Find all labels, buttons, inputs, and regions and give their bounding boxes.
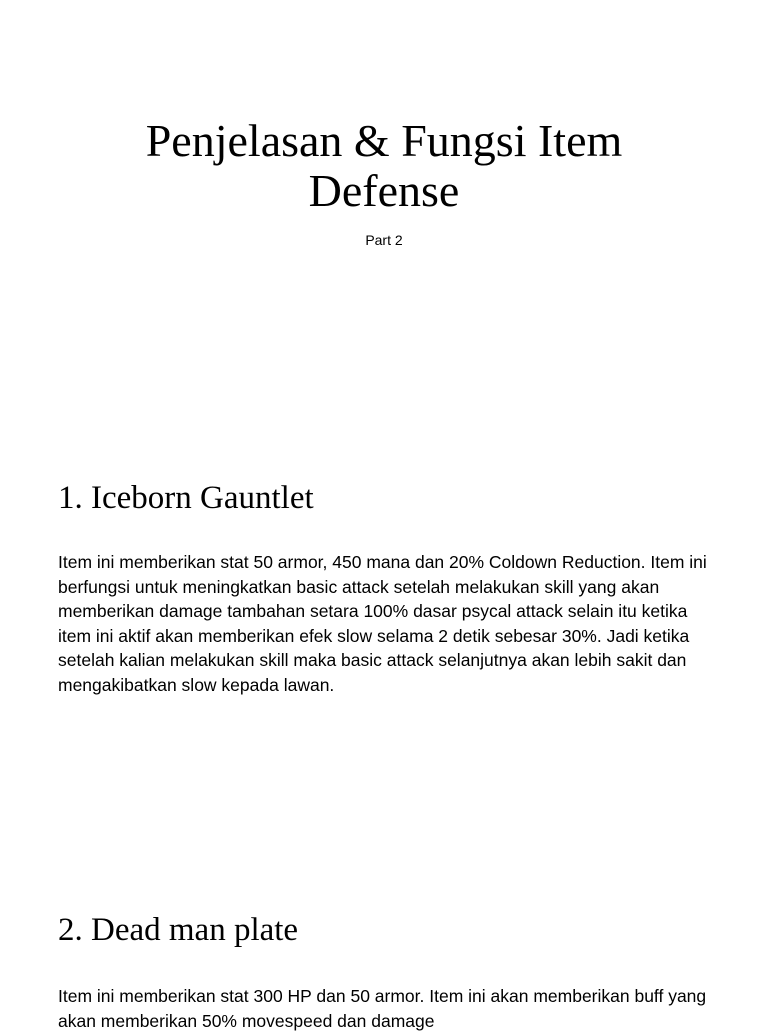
section-body-dead-man-plate: Item ini memberikan stat 300 HP dan 50 armor. Item ini akan memberikan buff yang akan memberikan 50% movespeed dan damage [58, 986, 707, 1031]
section-body-iceborn-gauntlet: Item ini memberikan stat 50 armor, 450 mana dan 20% Coldown Reduction. Item ini berfungsi untuk meningkatkan basic attack setelah melakukan skill yang akan memberikan damage tambahan setara 100% dasar psycal attack selain itu ketika item ini aktif akan memberikan efek slow selama 2 detik sebesar 30%. Jadi ketika setelah kalian melakukan skill maka basic attack selanjutnya akan lebih sakit dan mengakibatkan slow kepada lawan. [58, 552, 707, 695]
page-title [0, 116, 768, 216]
title-line-2: Defense [308, 165, 460, 216]
title-line-1: Penjelasan & Fungsi Item [145, 115, 623, 166]
page-subtitle: Part 2 [365, 232, 403, 248]
section-heading-iceborn-gauntlet: 1. Iceborn Gauntlet [58, 480, 314, 516]
section-heading-dead-man-plate: 2. Dead man plate [58, 912, 299, 948]
